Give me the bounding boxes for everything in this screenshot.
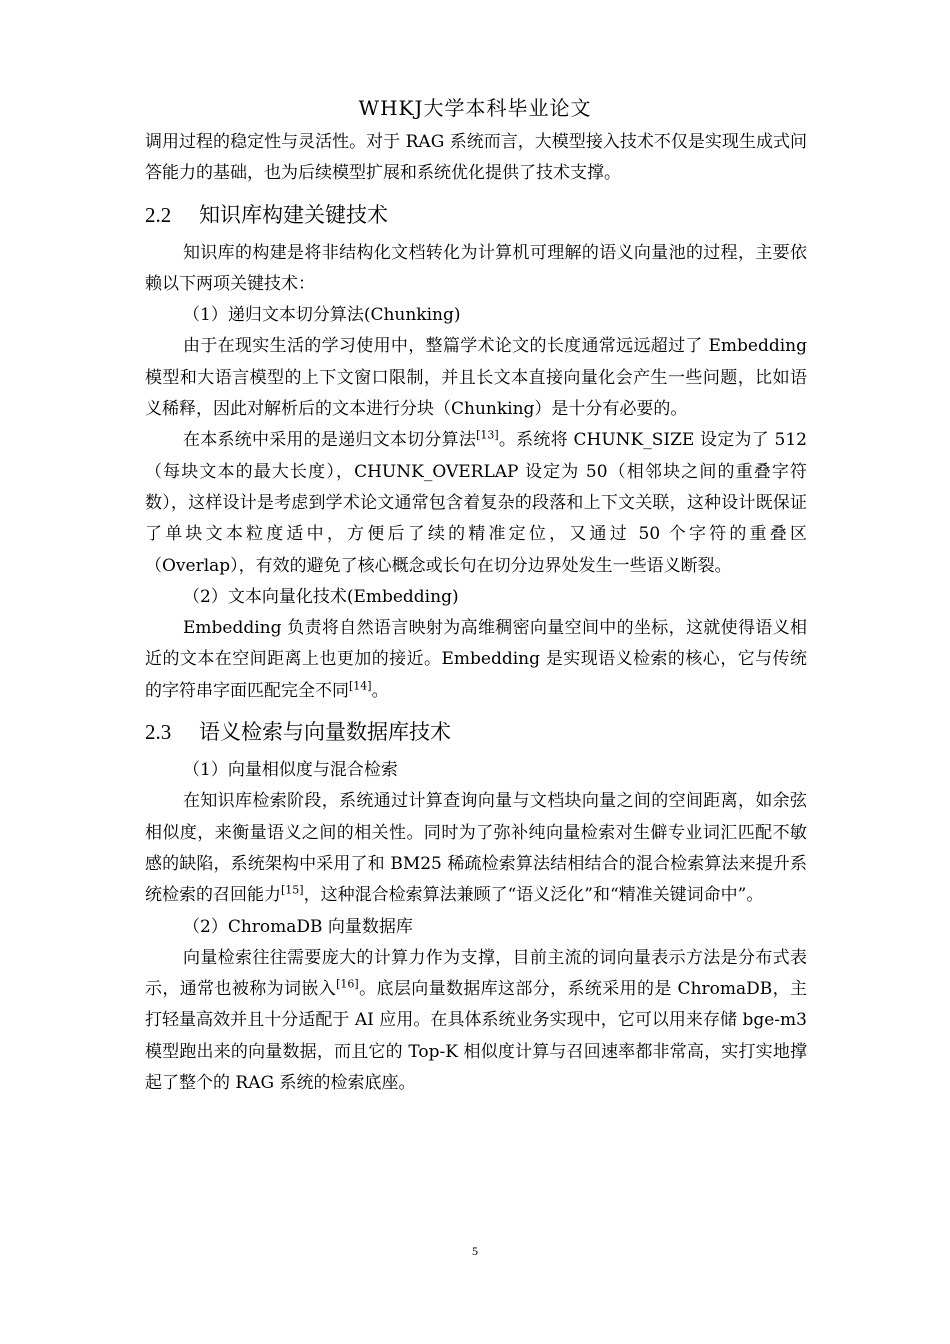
paragraph: 由于在现实生活的学习使用中，整篇学术论文的长度通常远远超过了 Embedding 模型和大语言模型的上下文窗口限制，并且长文本直接向量化会产生一些问题，比如语义稀释，因此对解析后的文本进行分块（Chunking）是十分有必要的。 [145,336,807,420]
text-run: 。 [371,680,389,701]
paragraph [145,613,807,707]
paragraph: 知识库的构建是将非结构化文档转化为计算机可理解的语义向量池的过程，主要依赖以下两项关键技术： [145,242,807,294]
text-run: Embedding 负责将自然语言映射为高维稠密向量空间中的坐标，这就使得语义相近的文本在空间距离上也更加的接近。Embedding 是实现语义检索的核心，它与传统的字符串字面匹配完全不同 [145,618,807,701]
paragraph-intro: 调用过程的稳定性与灵活性。对于 RAG 系统而言，大模型接入技术不仅是实现生成式问答能力的基础，也为后续模型扩展和系统优化提供了技术支撑。 [145,132,807,184]
citation-ref: [13] [476,428,499,442]
section-title: 知识库构建关键技术 [199,202,388,227]
subsection-label: （2）ChromaDB 向量数据库 [183,916,413,937]
citation-ref: [15] [281,883,304,897]
subsection-label: （1）递归文本切分算法(Chunking) [183,305,461,326]
text-run: 。底层向量数据库这部分，系统采用的是 ChromaDB，主打轻量高效并且十分适配于 AI 应用。在具体系统业务实现中，它可以用来存储 bge-m3 模型跑出来的向量数据，而且它的 Top-K 相似度计算与召回速率都非常高，实打实地撑起了整个的 RAG 系统的检索底座。 [145,979,807,1094]
paragraph [145,786,807,911]
page-header: WHKJ大学本科毕业论文 [358,96,592,120]
page-body [145,127,807,1099]
page-number: 5 [472,1244,478,1258]
text-run: 。系统将 CHUNK_SIZE 设定为了 512（每块文本的最大长度），CHUNK_OVERLAP 设定为 50（相邻块之间的重叠字符数），这样设计是考虑到学术论文通常包含着复杂的段落和上下文关联，这种设计既保证了单块文本粒度适中，方便后了续的精准定位，又通过 50 个字符的重叠区（Overlap），有效的避免了核心概念或长句在切分边界处发生一些语义断裂。 [145,430,807,576]
paragraph [145,425,807,581]
section-heading-2-3 [145,719,807,745]
paragraph [145,943,807,1099]
section-number: 2.2 [145,202,172,227]
text-run: 在本系统中采用的是递归文本切分算法 [183,430,477,451]
subsection-label: （1）向量相似度与混合检索 [183,760,398,781]
section-number: 2.3 [145,720,172,745]
subsection-label: （2）文本向量化技术(Embedding) [183,586,459,607]
text-run: ，这种混合检索算法兼顾了“语义泛化”和“精准关键词命中”。 [303,885,764,906]
section-title: 语义检索与向量数据库技术 [199,720,451,745]
section-heading-2-2 [145,202,807,228]
text-run: 在知识库检索阶段，系统通过计算查询向量与文档块向量之间的空间距离，如余弦相似度，来衡量语义之间的相关性。同时为了弥补纯向量检索对生僻专业词汇匹配不敏感的缺陷，系统架构中采用了和 BM25 稀疏检索算法结相结合的混合检索算法来提升系统检索的召回能力 [145,791,807,906]
citation-ref: [14] [349,679,372,693]
text-run: 向量检索往往需要庞大的计算力作为支撑，目前主流的词向量表示方法是分布式表示，通常也被称为词嵌入 [145,947,807,1000]
citation-ref: [16] [336,977,359,991]
